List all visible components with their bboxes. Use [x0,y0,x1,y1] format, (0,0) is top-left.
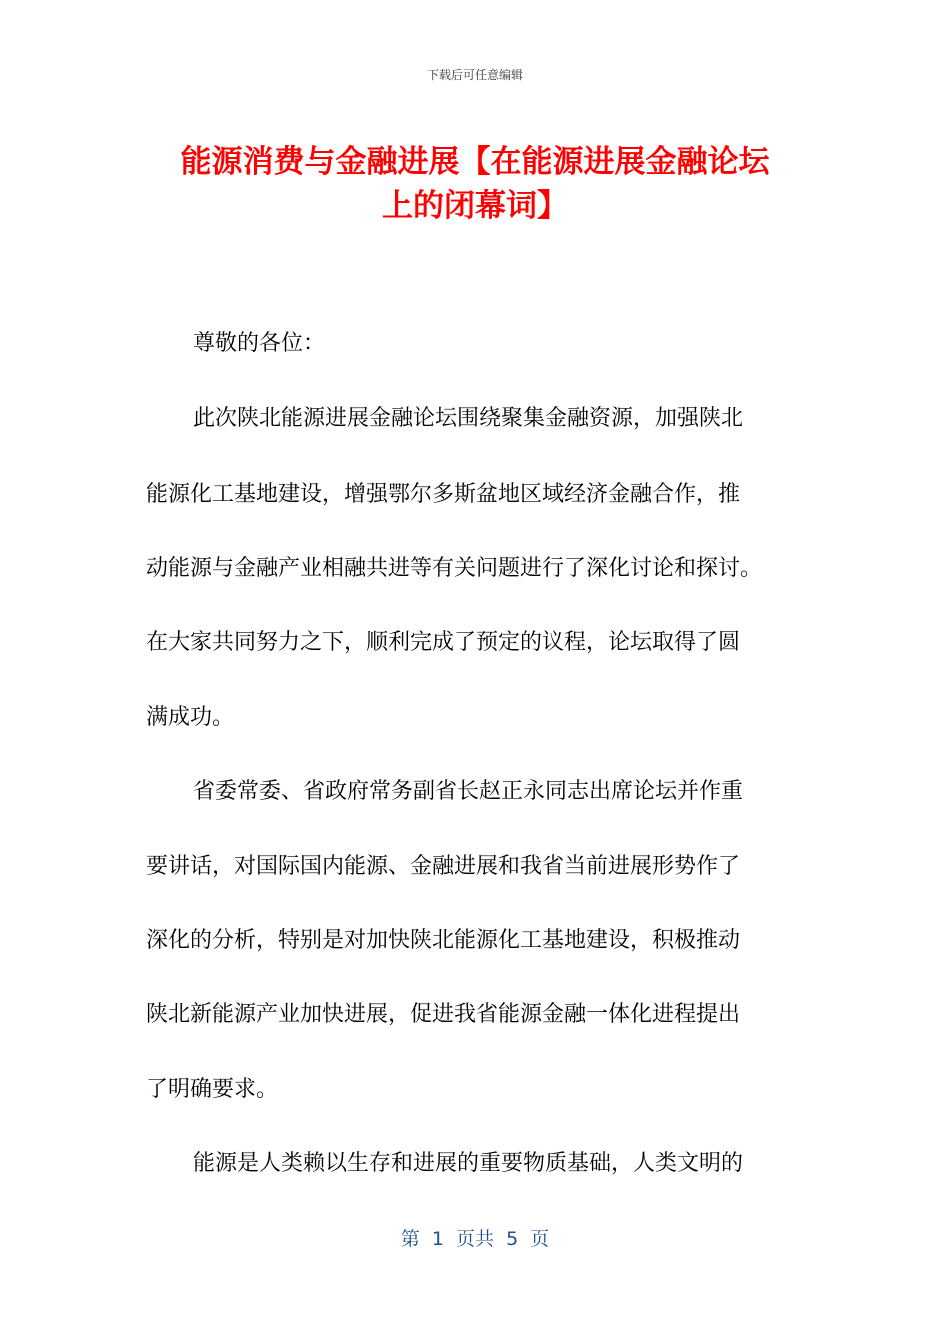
page-footer: 第 1 页共 5 页 [400,1228,550,1250]
paragraph-1-line-4: 在大家共同努力之下，顺利完成了预定的议程，论坛取得了圆 [146,630,741,655]
paragraph-2-line-5: 了明确要求。 [146,1077,279,1102]
paragraph-1-line-2: 能源化工基地建设，增强鄂尔多斯盆地区域经济金融合作，推 [146,482,741,507]
title-line-1: 能源消费与金融进展【在能源进展金融论坛 [180,144,770,180]
header-note: 下载后可任意编辑 [426,68,523,82]
paragraph-2-line-2: 要讲话，对国际国内能源、金融进展和我省当前进展形势作了 [146,854,741,879]
paragraph-3-line-1: 能源是人类赖以生存和进展的重要物质基础，人类文明的 [193,1151,744,1176]
paragraph-1-line-5: 满成功。 [146,705,235,730]
salutation: 尊敬的各位： [193,331,326,356]
title-line-2: 上的闭幕词】 [382,188,568,224]
paragraph-2-line-3: 深化的分析，特别是对加快陕北能源化工基地建设，积极推动 [146,928,741,953]
paragraph-2-line-1: 省委常委、省政府常务副省长赵正永同志出席论坛并作重 [193,779,744,804]
paragraph-1-line-1: 此次陕北能源进展金融论坛围绕聚集金融资源，加强陕北 [193,406,744,431]
paragraph-2-line-4: 陕北新能源产业加快进展，促进我省能源金融一体化进程提出 [146,1002,741,1027]
document-title [150,140,800,228]
paragraph-1-line-3: 动能源与金融产业相融共进等有关问题进行了深化讨论和探讨。 [146,556,763,581]
